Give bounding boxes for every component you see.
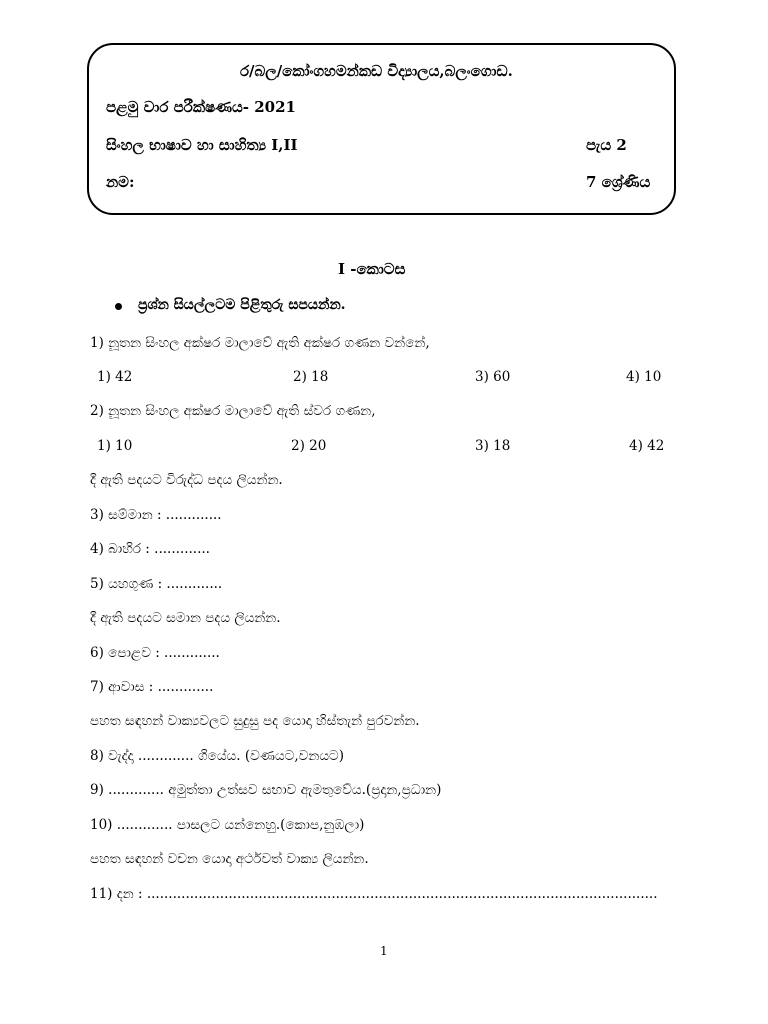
grade: 7 ශ්‍රේණිය — [586, 173, 651, 191]
subject-title: සිංහල භාෂාව හා සාහිත්‍ය I,II — [106, 136, 298, 154]
question-3: 3) සම්මාන : ............. — [90, 507, 222, 523]
question-6: 6) පොළව : ............. — [90, 645, 220, 661]
instruction: ප්‍රශ්න සියල්ලටම පිළිතුරු සපයන්න. — [138, 297, 346, 313]
school-name: ර/බල/කෝංගහමන්කඩ විද්‍යාලය,බලංගොඩ. — [240, 62, 513, 80]
duration: පැය 2 — [586, 136, 627, 154]
question-4: 4) බාහිර : ............. — [90, 541, 210, 557]
question-9: 9) ............. අමුත්තා උත්සව සභාව ඇමතුවේය.(ප්‍රදාන,ප්‍රධාන) — [90, 782, 442, 798]
question-10: 10) ............. පාසලට යන්නෙහු.(කොප,නුඹලා) — [90, 817, 365, 833]
page-number: 1 — [380, 944, 388, 958]
q1-option-1: 1) 42 — [97, 369, 133, 385]
q1-option-2: 2) 18 — [293, 369, 329, 385]
question-1: 1) නූතන සිංහල අක්ෂර මාලාවේ ඇති අක්ෂර ගණන වන්නේ, — [90, 335, 430, 351]
name-label: නම: — [106, 173, 135, 191]
q2-option-1: 1) 10 — [97, 438, 133, 454]
q2-option-3: 3) 18 — [475, 438, 511, 454]
question-2: 2) නූතන සිංහල අක්ෂර මාලාවේ ඇති ස්වර ගණන, — [90, 403, 376, 419]
synonym-instruction: දී ඇති පදයට සමාන පදය ලියන්න. — [90, 610, 281, 626]
q2-option-2: 2) 20 — [291, 438, 327, 454]
question-8: 8) වැද්දා ............. ගියේය. (වණයට,වනයට) — [90, 748, 345, 764]
q1-option-4: 4) 10 — [626, 369, 662, 385]
exam-title: පළමු වාර පරීක්ෂණය- 2021 — [106, 98, 296, 116]
sentence-instruction: පහත සඳහන් වචන යොදා අර්ථවත් වාක්‍ය ලියන්න. — [90, 851, 369, 867]
q2-option-4: 4) 42 — [629, 438, 665, 454]
question-7: 7) ආවාස : ............. — [90, 679, 214, 695]
question-11: 11) දන : ....................................................................................................................... — [90, 886, 658, 902]
bullet-icon — [115, 303, 122, 310]
fill-instruction: පහත සඳහන් වාක්‍යවලට සුදුසු පද යොදා හිස්තැන් පුරවන්න. — [90, 713, 420, 729]
opposite-instruction: දී ඇති පදයට විරුද්ධ පදය ලියන්න. — [90, 472, 283, 488]
q1-option-3: 3) 60 — [475, 369, 511, 385]
section-title: I -කොටස — [338, 260, 406, 278]
question-5: 5) යහගුණ : ............. — [90, 576, 223, 592]
